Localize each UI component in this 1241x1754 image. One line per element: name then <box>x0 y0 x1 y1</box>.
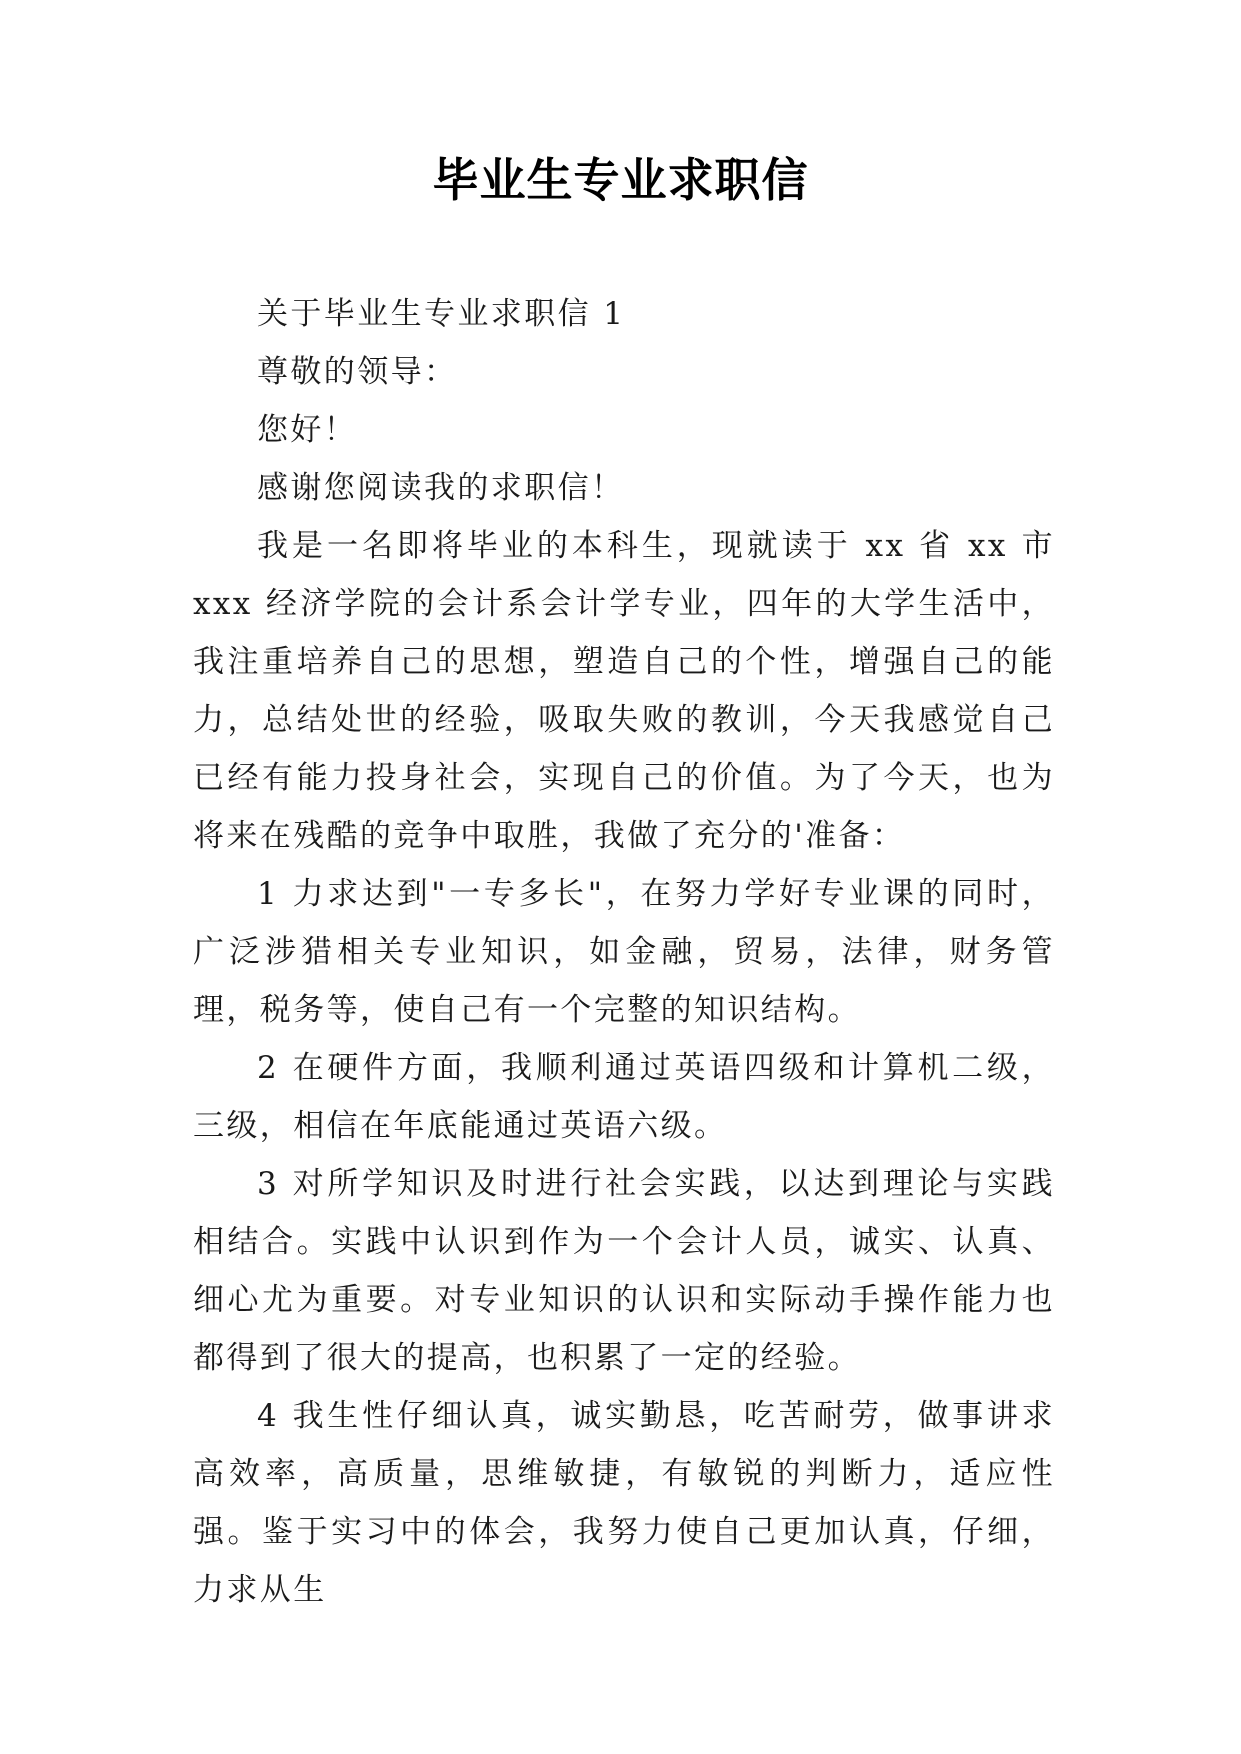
intro-paragraph: 我是一名即将毕业的本科生，现就读于 xx 省 xx 市 xxx 经济学院的会计系会计学专业，四年的大学生活中，我注重培养自己的思想，塑造自己的个性，增强自己的能力，总结处世的经验，吸取失败的教训，今天我感觉自己已经有能力投身社会，实现自己的价值。为了今天，也为将来在残酷的竞争中取胜，我做了充分的'准备： <box>193 528 1055 854</box>
point-4-paragraph: 4 我生性仔细认真，诚实勤恳，吃苦耐劳，做事讲求高效率，高质量，思维敏捷，有敏锐的判断力，适应性强。鉴于实习中的体会，我努力使自己更加认真，仔细，力求从生 <box>193 1398 1055 1608</box>
letter-heading: 关于毕业生专业求职信 1 <box>257 296 626 332</box>
greeting: 您好！ <box>257 412 358 448</box>
document-title: 毕业生专业求职信 <box>432 153 809 207</box>
salutation: 尊敬的领导： <box>257 354 458 390</box>
point-3-paragraph: 3 对所学知识及时进行社会实践，以达到理论与实践相结合。实践中认识到作为一个会计人员，诚实、认真、细心尤为重要。对专业知识的认识和实际动手操作能力也都得到了很大的提高，也积累了一定的经验。 <box>193 1166 1055 1376</box>
thanks-line: 感谢您阅读我的求职信！ <box>257 470 625 506</box>
point-2-paragraph: 2 在硬件方面，我顺利通过英语四级和计算机二级，三级，相信在年底能通过英语六级。 <box>193 1050 1055 1144</box>
letter-body <box>193 285 1055 1619</box>
point-1-paragraph: 1 力求达到"一专多长"，在努力学好专业课的同时，广泛涉猎相关专业知识，如金融，贸易，法律，财务管理，税务等，使自己有一个完整的知识结构。 <box>193 876 1055 1028</box>
